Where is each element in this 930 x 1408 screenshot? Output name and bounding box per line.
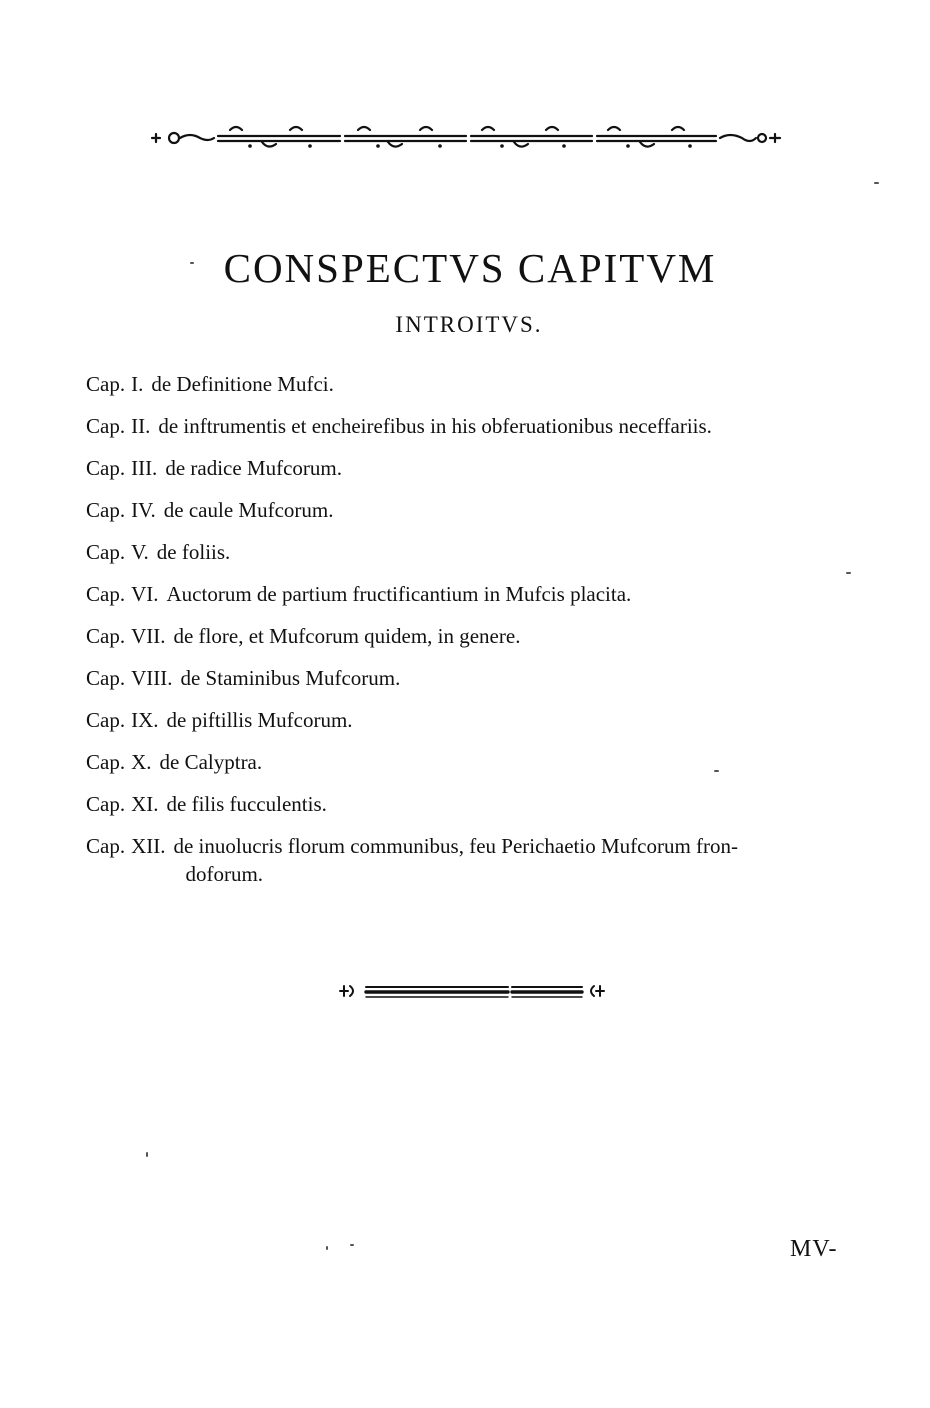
chapter-number: I. [131, 372, 144, 396]
chapter-entry [86, 370, 856, 412]
chapter-prefix: Cap. [86, 414, 126, 438]
chapter-title: de inuolucris florum communibus, feu Perichaetio Mufcorum fron- [173, 834, 739, 858]
chapter-entry [86, 454, 856, 496]
chapter-title: de Definitione Mufci. [151, 372, 334, 396]
chapter-number: III. [131, 456, 158, 480]
page-title: CONSPECTVS CAPITVM [223, 245, 717, 291]
chapter-entry [86, 706, 856, 748]
chapter-prefix: Cap. [86, 834, 126, 858]
chapter-prefix: Cap. [86, 456, 126, 480]
chapter-entry [86, 538, 856, 580]
chapter-prefix: Cap. [86, 582, 126, 606]
chapter-prefix: Cap. [86, 708, 126, 732]
chapter-number: X. [131, 750, 152, 774]
chapter-number: VII. [131, 624, 166, 648]
chapter-entry [86, 748, 856, 790]
chapter-number: VI. [131, 582, 159, 606]
paper-speck [846, 572, 851, 574]
chapter-entry [86, 664, 856, 706]
chapter-prefix: Cap. [86, 792, 126, 816]
paper-speck [714, 770, 719, 772]
vine-ornament-icon [150, 124, 782, 164]
paper-speck [326, 1246, 328, 1250]
chapter-title: de Staminibus Mufcorum. [180, 666, 401, 690]
chapter-entry [86, 622, 856, 664]
chapter-title: de piftillis Mufcorum. [166, 708, 353, 732]
chapter-title: de foliis. [156, 540, 231, 564]
chapter-title: de radice Mufcorum. [165, 456, 342, 480]
chapter-entry [86, 832, 856, 888]
chapter-number: II. [131, 414, 151, 438]
chapter-number: XII. [131, 834, 166, 858]
paper-speck [190, 262, 194, 264]
chapter-number: IX. [131, 708, 159, 732]
chapter-entry [86, 790, 856, 832]
chapter-title: Auctorum de partium fructificantium in Mufcis placita. [166, 582, 632, 606]
chapter-title: de Calyptra. [159, 750, 263, 774]
chapter-entry [86, 496, 856, 538]
chapter-title: de inftrumentis et encheirefibus in his obferuationibus neceffariis. [158, 414, 712, 438]
chapter-title: de filis fucculentis. [166, 792, 327, 816]
chapter-number: V. [131, 540, 149, 564]
chapter-title-block [173, 832, 856, 888]
paper-speck [350, 1244, 354, 1246]
chapter-entry [86, 412, 856, 454]
chapter-prefix: Cap. [86, 666, 126, 690]
chapter-prefix: Cap. [86, 372, 126, 396]
chapter-prefix: Cap. [86, 750, 126, 774]
chapter-title: de caule Mufcorum. [163, 498, 334, 522]
chapter-prefix: Cap. [86, 498, 126, 522]
chapter-prefix: Cap. [86, 540, 126, 564]
catchword: MV- [790, 1236, 838, 1262]
chapter-list [86, 370, 856, 888]
chapter-title: de flore, et Mufcorum quidem, in genere. [173, 624, 521, 648]
chapter-number: IV. [131, 498, 156, 522]
paper-speck [874, 182, 879, 184]
paper-speck [146, 1152, 148, 1157]
page-subtitle: INTROITVS. [395, 312, 543, 337]
chapter-number: VIII. [131, 666, 173, 690]
chapter-entry [86, 580, 856, 622]
chapter-number: XI. [131, 792, 159, 816]
rule-ornament-icon [336, 978, 608, 1004]
chapter-title-continuation: doforum. [185, 862, 264, 886]
chapter-prefix: Cap. [86, 624, 126, 648]
